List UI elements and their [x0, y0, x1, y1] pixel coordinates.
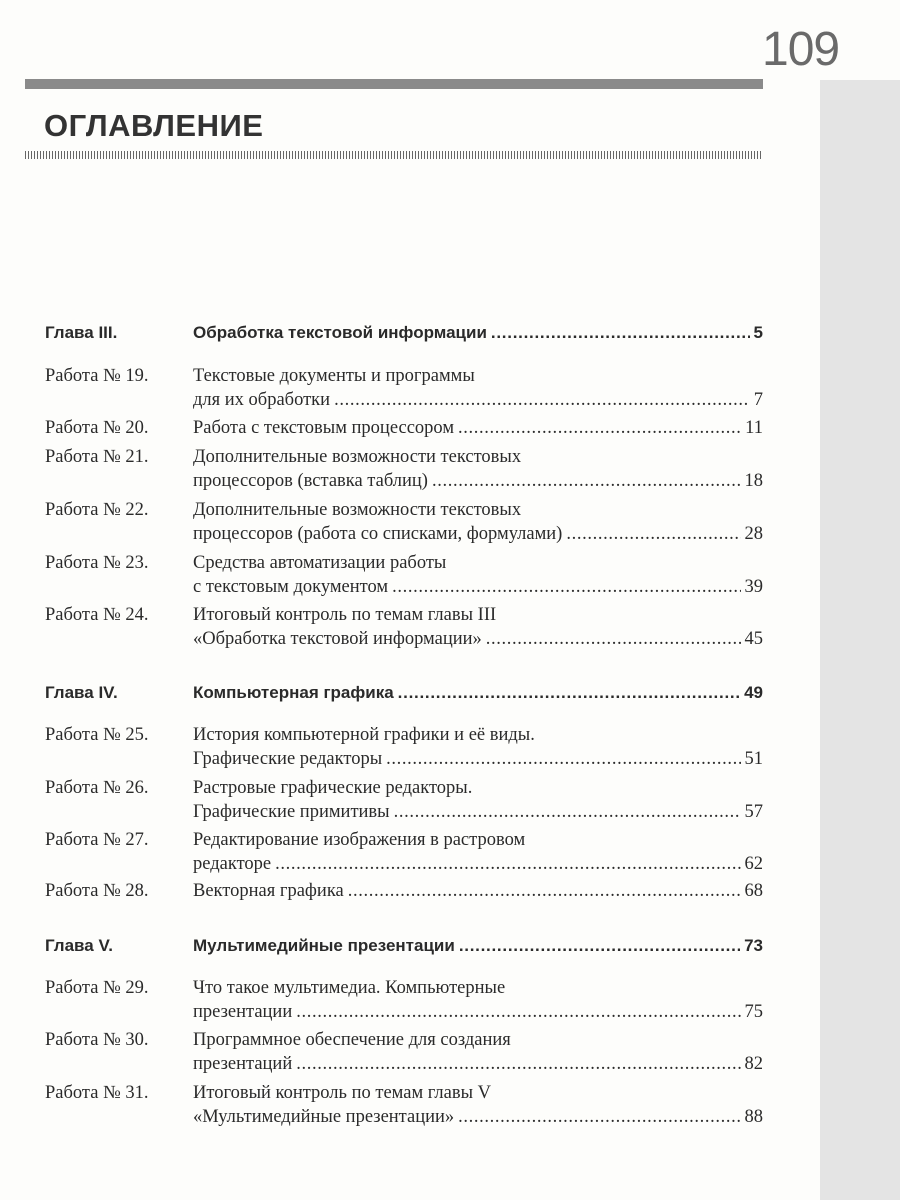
toc-entry: [45, 1081, 763, 1129]
entry-title-line: Итоговый контроль по темам главы V: [193, 1083, 492, 1103]
entry-page: 68: [744, 881, 763, 901]
entry-label: Работа № 25.: [45, 725, 149, 745]
entry-label: Работа № 30.: [45, 1030, 149, 1050]
entry-title-line: Дополнительные возможности текстовых: [193, 447, 522, 467]
entry-title-line: Текстовые документы и программы: [193, 366, 475, 386]
entry-title-line: «Мультимедийные презентации»: [193, 1107, 455, 1127]
entry-page: 73: [744, 936, 763, 955]
dot-leader: [486, 627, 741, 651]
entry-page: 39: [744, 577, 763, 597]
entry-label: Работа № 22.: [45, 500, 149, 520]
toc-entry: [45, 879, 763, 903]
toc-entry: [45, 416, 763, 440]
dot-leader: [491, 321, 750, 345]
entry-page: 45: [744, 629, 763, 649]
entry-title-line: Программное обеспечение для создания: [193, 1030, 511, 1050]
entry-page: 88: [744, 1107, 763, 1127]
toc-entry: [45, 976, 763, 1024]
dot-leader: [348, 879, 741, 903]
toc-entry: [45, 828, 763, 876]
entry-label: Глава V.: [45, 936, 113, 955]
dot-leader: [386, 747, 740, 771]
toc-entry: [45, 551, 763, 599]
entry-title-line: Графические редакторы: [193, 749, 383, 769]
page-title: ОГЛАВЛЕНИЕ: [44, 108, 264, 143]
entry-page: 62: [744, 854, 763, 874]
entry-title-line: процессоров (работа со списками, формулами): [193, 524, 563, 544]
entry-title-line: Средства автоматизации работы: [193, 553, 447, 573]
entry-label: Работа № 24.: [45, 605, 149, 625]
entry-page: 57: [744, 802, 763, 822]
dot-leader: [275, 852, 740, 876]
dot-leader: [398, 681, 740, 705]
title-rule: [25, 151, 763, 159]
entry-page: 7: [753, 390, 763, 410]
dot-leader: [566, 522, 740, 546]
entry-page: 82: [744, 1054, 763, 1074]
entry-page: 5: [753, 323, 763, 342]
entry-page: 51: [744, 749, 763, 769]
toc-entry: [45, 776, 763, 824]
toc-entry: [45, 364, 763, 412]
entry-label: Глава III.: [45, 323, 118, 342]
header-bar: [25, 79, 763, 89]
entry-label: Работа № 21.: [45, 447, 149, 467]
page-edge-shadow: [820, 80, 900, 1200]
entry-title-line: Векторная графика: [193, 881, 344, 901]
entry-label: Работа № 20.: [45, 418, 149, 438]
entry-title-line: Работа с текстовым процессором: [193, 418, 455, 438]
entry-page: 28: [744, 524, 763, 544]
toc-entry: [45, 1028, 763, 1076]
entry-title-line: презентаций: [193, 1054, 293, 1074]
toc-chapter: [45, 321, 763, 345]
dot-leader: [296, 1052, 740, 1076]
entry-title-line: с текстовым документом: [193, 577, 389, 597]
dot-leader: [458, 1105, 740, 1129]
entry-label: Глава IV.: [45, 683, 118, 702]
dot-leader: [392, 575, 740, 599]
toc-entry: [45, 723, 763, 771]
entry-title-line: История компьютерной графики и её виды.: [193, 725, 535, 745]
entry-title-line: для их обработки: [193, 390, 331, 410]
page-number: 109: [762, 23, 840, 76]
entry-page: 49: [744, 683, 763, 702]
entry-title-line: Растровые графические редакторы.: [193, 778, 473, 798]
entry-title-line: редакторе: [193, 854, 272, 874]
entry-label: Работа № 19.: [45, 366, 149, 386]
entry-title-line: Графические примитивы: [193, 802, 390, 822]
entry-title-line: Редактирование изображения в растровом: [193, 830, 526, 850]
entry-title-line: Мультимедийные презентации: [193, 936, 455, 955]
entry-title-line: Компьютерная графика: [193, 683, 394, 702]
dot-leader: [459, 934, 740, 958]
entry-title-line: процессоров (вставка таблиц): [193, 471, 428, 491]
entry-page: 75: [744, 1002, 763, 1022]
entry-page: 11: [745, 418, 763, 438]
entry-title-line: Что такое мультимедиа. Компьютерные: [193, 978, 506, 998]
toc-entry: [45, 498, 763, 546]
dot-leader: [458, 416, 741, 440]
dot-leader: [334, 388, 750, 412]
entry-label: Работа № 23.: [45, 553, 149, 573]
entry-label: Работа № 26.: [45, 778, 149, 798]
dot-leader: [394, 800, 741, 824]
toc-entry: [45, 445, 763, 493]
entry-label: Работа № 29.: [45, 978, 149, 998]
entry-title-line: презентации: [193, 1002, 293, 1022]
entry-title-line: Итоговый контроль по темам главы III: [193, 605, 497, 625]
toc-chapter: [45, 681, 763, 705]
entry-title-line: Дополнительные возможности текстовых: [193, 500, 522, 520]
entry-label: Работа № 28.: [45, 881, 149, 901]
entry-title-line: «Обработка текстовой информации»: [193, 629, 482, 649]
entry-label: Работа № 31.: [45, 1083, 149, 1103]
toc-chapter: [45, 934, 763, 958]
entry-title-line: Обработка текстовой информации: [193, 323, 487, 342]
dot-leader: [432, 469, 741, 493]
toc-entry: [45, 603, 763, 651]
entry-page: 18: [744, 471, 763, 491]
dot-leader: [296, 1000, 740, 1024]
entry-label: Работа № 27.: [45, 830, 149, 850]
